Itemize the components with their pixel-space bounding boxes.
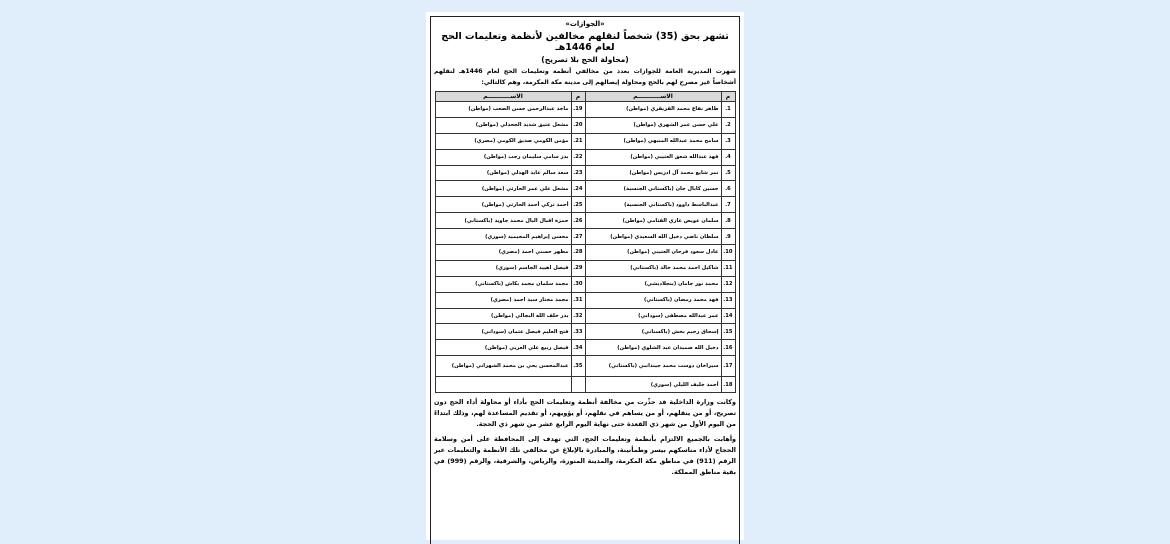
row-number: 9. — [721, 229, 735, 245]
person-name: سلطان ناضي دخيل الله السعيدي (مواطن) — [585, 229, 721, 245]
doc-paragraph-appeal: وأهابت بالجميع الالتزام بأنظمة وتعليمات الحج، التي تهدف إلى المحافظة على أمن وسلامة الحجاج لأداء مناسكهم بيسر وطمأنينة، والمبادرة بالإبلاغ عن مخالفي تلك الأنظمة والتعليمات عبر الرقم (911) في مناطق مكة المكرمة، والمدينة المنورة، والرياض، والشرقية، والرقم (999) في بقية مناطق المملكة. — [434, 435, 736, 477]
row-number: 35. — [571, 356, 585, 377]
person-name: أحمد خليف الليلي (سوري) — [585, 377, 721, 393]
person-name: عمر عبدالله مصطفى (سوداني) — [585, 308, 721, 324]
table-row — [435, 229, 735, 245]
table-row — [435, 340, 735, 356]
row-number: 33. — [571, 324, 585, 340]
person-name: فيصل اهييد الجاسم (سوري) — [435, 260, 571, 276]
row-number: 32. — [571, 308, 585, 324]
person-name: علي حسن عمر الشهري (مواطن) — [585, 117, 721, 133]
person-name: محمد مختار سيد احمد (مصري) — [435, 292, 571, 308]
table-row — [435, 181, 735, 197]
col-header-name: الاســـــــــــم — [435, 92, 571, 102]
row-number: 22. — [571, 149, 585, 165]
row-number: 17. — [721, 356, 735, 377]
table-row — [435, 133, 735, 149]
table-row — [435, 245, 735, 261]
row-number — [571, 377, 585, 393]
table-row — [435, 377, 735, 393]
row-number: 4. — [721, 149, 735, 165]
doc-paragraph-warning: وكانت وزارة الداخلية قد حذّرت من مخالفة أنظمة وتعليمات الحج بأداء أو محاولة أداء الحج دون تصريح، أو من ينقلهم، أو من يساهم في نقلهم، أو يؤويهم، أو تقديم المساعدة لهم، وذلك ابتداءً من اليوم الأول من شهر ذي القعدة حتى نهاية اليوم الرابع عشر من شهر ذي الحجة. — [434, 398, 736, 429]
row-number: 6. — [721, 181, 735, 197]
person-name: عادل سعود فرحان العتيبي (مواطن) — [585, 245, 721, 261]
table-row — [435, 102, 735, 118]
person-name: حمزة اقبال البال محمد جاويد (باكستاني) — [435, 213, 571, 229]
row-number: 19. — [571, 102, 585, 118]
person-name: فتح العليم فيصل عثمان (سوداني) — [435, 324, 571, 340]
col-header-num: م — [571, 92, 585, 102]
col-header-name: الاســـــــــــم — [585, 92, 721, 102]
person-name: عبدالمحسن يحي بن محمد الشهراني (مواطن) — [435, 356, 571, 377]
person-name: فهد عبدالله شعق العتيبي (مواطن) — [585, 149, 721, 165]
person-name: ماجد عبدالرحمن حسن الصعب (مواطن) — [435, 102, 571, 118]
row-number: 28. — [571, 245, 585, 261]
document-page — [426, 12, 744, 540]
table-row — [435, 165, 735, 181]
row-number: 5. — [721, 165, 735, 181]
row-number: 26. — [571, 213, 585, 229]
row-number: 20. — [571, 117, 585, 133]
doc-subtitle: (محاولة الحج بلا تصريح) — [541, 55, 629, 64]
doc-intro: شهرت المديرية العامة للجوازات بعدد من مخالفي أنظمة وتعليمات الحج لعام 1446هـ لنقلهم أشخاصاً غير مصرح لهم بالحج ومحاولة إيصالهم إلى مدينة مكة المكرمة، وهم كالتالي: — [434, 68, 736, 86]
person-name: سامح محمد عبدالله المنبهي (مواطن) — [585, 133, 721, 149]
table-row — [435, 356, 735, 377]
person-name: شاكيل احمد محمد خالد (باكستاني) — [585, 260, 721, 276]
table-row — [435, 117, 735, 133]
row-number: 23. — [571, 165, 585, 181]
person-name: أحمد تركي أحمد الحارثي (مواطن) — [435, 197, 571, 213]
row-number: 14. — [721, 308, 735, 324]
person-name — [435, 377, 571, 393]
person-name: بدر خلف الله البجالي (مواطن) — [435, 308, 571, 324]
row-number: 13. — [721, 292, 735, 308]
row-number: 7. — [721, 197, 735, 213]
person-name: مشعل علي عمر الحارثي (مواطن) — [435, 181, 571, 197]
person-name: سلمان عويض غازي القثامي (مواطن) — [585, 213, 721, 229]
row-number: 21. — [571, 133, 585, 149]
row-number: 27. — [571, 229, 585, 245]
person-name: بدر سامي سليمان رجب (مواطن) — [435, 149, 571, 165]
person-name: طاهر نفاع محمد القريقري (مواطن) — [585, 102, 721, 118]
table-row — [435, 149, 735, 165]
person-name: إسحاق رحيم بخش (باكستاني) — [585, 324, 721, 340]
table-row — [435, 276, 735, 292]
row-number: 30. — [571, 276, 585, 292]
table-row — [435, 324, 735, 340]
row-number: 2. — [721, 117, 735, 133]
person-name: نمر شايع محمد آل ادريس (مواطن) — [585, 165, 721, 181]
row-number: 34. — [571, 340, 585, 356]
table-row — [435, 260, 735, 276]
row-number: 31. — [571, 292, 585, 308]
row-number: 25. — [571, 197, 585, 213]
person-name: سعد سالم عايد الهذلي (مواطن) — [435, 165, 571, 181]
doc-header: «الجوازات» — [565, 20, 605, 28]
names-table — [435, 91, 736, 393]
person-name: فهد محمد رمضان (باكستاني) — [585, 292, 721, 308]
row-number: 12. — [721, 276, 735, 292]
person-name: سيراخان دوست محمد جيندانبي (باكستاني) — [585, 356, 721, 377]
person-name: دخيل الله صميدان عبد الشلوي (مواطن) — [585, 340, 721, 356]
doc-title: تشهر بحق (35) شخصاً لنقلهم مخالفين لأنظمة وتعليمات الحج لعام 1446هـ — [441, 31, 729, 53]
row-number: 10. — [721, 245, 735, 261]
row-number: 24. — [571, 181, 585, 197]
document-content — [434, 20, 736, 478]
table-row — [435, 308, 735, 324]
person-name: فيصل ربيع علي العربي (مواطن) — [435, 340, 571, 356]
table-row — [435, 292, 735, 308]
row-number: 3. — [721, 133, 735, 149]
row-number: 8. — [721, 213, 735, 229]
col-header-num: م — [721, 92, 735, 102]
person-name: مشعل عتيق شديد الجحدلي (مواطن) — [435, 117, 571, 133]
row-number: 16. — [721, 340, 735, 356]
row-number: 18. — [721, 377, 735, 393]
table-row — [435, 213, 735, 229]
person-name: عبدالباسط داوود (باكستاني الجنسية) — [585, 197, 721, 213]
person-name: محسن إبراهيم المحيميد (سوري) — [435, 229, 571, 245]
table-row — [435, 197, 735, 213]
person-name: محمد نور جامان (بنجلاديشي) — [585, 276, 721, 292]
person-name: محمد سلمان محمد بكاش (باكستاني) — [435, 276, 571, 292]
row-number: 11. — [721, 260, 735, 276]
person-name: مظهر حسني احمد (مصري) — [435, 245, 571, 261]
names-table-body — [435, 102, 735, 393]
row-number: 15. — [721, 324, 735, 340]
row-number: 1. — [721, 102, 735, 118]
person-name: مؤمن الكومي صديق الكومي (مصري) — [435, 133, 571, 149]
row-number: 29. — [571, 260, 585, 276]
person-name: حسين كابال جان (باكستاني الجنسية) — [585, 181, 721, 197]
